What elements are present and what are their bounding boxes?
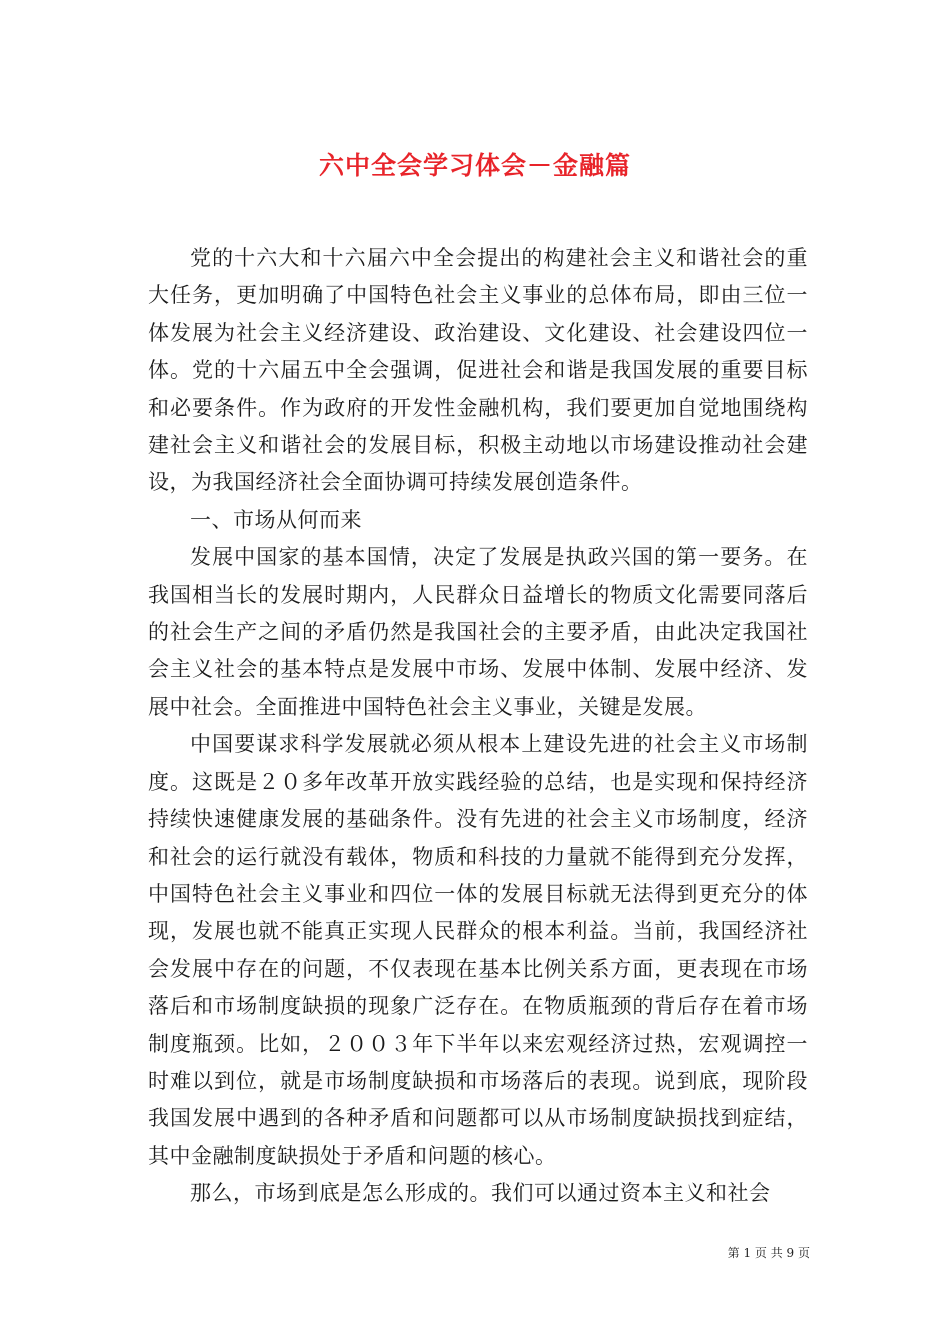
page-number: 第 1 页 共 9 页 — [727, 1246, 810, 1260]
paragraph-market-system: 中国要谋求科学发展就必须从根本上建设先进的社会主义市场制度。这既是２０多年改革开放实践经验的总结，也是实现和保持经济持续快速健康发展的基础条件。没有先进的社会主义市场制度，经济和社会的运行就没有载体，物质和科技的力量就不能得到充分发挥，中国特色社会主义事业和四位一体的发展目标就无法得到更充分的体现，发展也就不能真正实现人民群众的根本利益。当前，我国经济社会发展中存在的问题，不仅表现在基本比例关系方面，更表现在市场落后和市场制度缺损的现象广泛存在。在物质瓶颈的背后存在着市场制度瓶颈。比如，２００３年下半年以来宏观经济过热，宏观调控一时难以到位，就是市场制度缺损和市场落后的表现。说到底，现阶段我国发展中遇到的各种矛盾和问题都可以从市场制度缺损找到症结，其中金融制度缺损处于矛盾和问题的核心。 — [148, 732, 808, 1168]
document-title: 六中全会学习体会－金融篇 — [318, 150, 631, 180]
paragraph-development: 发展中国家的基本国情，决定了发展是执政兴国的第一要务。在我国相当长的发展时期内，人民群众日益增长的物质文化需要同落后的社会生产之间的矛盾仍然是我国社会的主要矛盾，由此决定我国社会主义社会的基本特点是发展中市场、发展中体制、发展中经济、发展中社会。全面推进中国特色社会主义事业，关键是发展。 — [148, 545, 808, 719]
paragraph-intro: 党的十六大和十六届六中全会提出的构建社会主义和谐社会的重大任务，更加明确了中国特色社会主义事业的总体布局，即由三位一体发展为社会主义经济建设、政治建设、文化建设、社会建设四位一体。党的十六届五中全会强调，促进社会和谐是我国发展的重要目标和必要条件。作为政府的开发性金融机构，我们要更加自觉地围绕构建社会主义和谐社会的发展目标，积极主动地以市场建设推动社会建设，为我国经济社会全面协调可持续发展创造条件。 — [148, 246, 808, 495]
document-body — [148, 240, 808, 1213]
section-heading: 一、市场从何而来 — [190, 507, 362, 532]
paragraph-market-origin: 那么，市场到底是怎么形成的。我们可以通过资本主义和社会 — [190, 1181, 771, 1206]
